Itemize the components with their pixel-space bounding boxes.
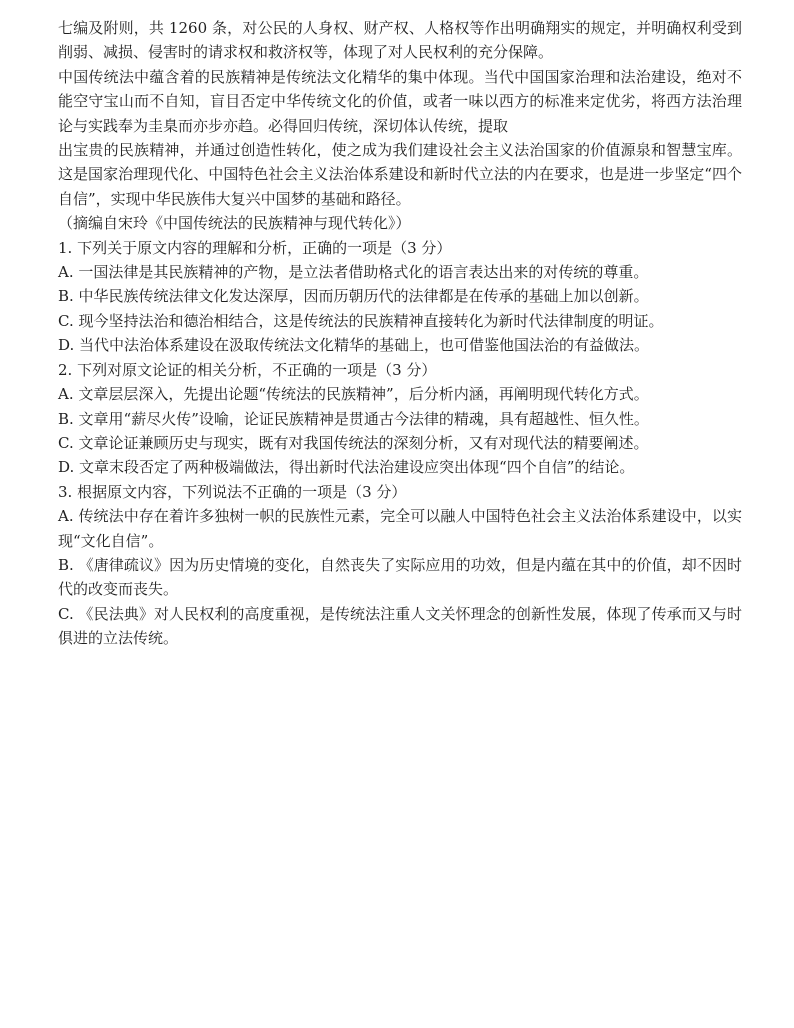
source-citation: （摘编自宋玲《中国传统法的民族精神与现代转化》） [58,214,411,233]
answer-option: A. 文章层层深入，先提出论题“传统法的民族精神”，后分析内涵，再阐明现代转化方式。 [58,385,649,404]
answer-option: A. 传统法中存在着许多独树一帜的民族性元素，完全可以融人中国特色社会主义法治体系建设中，以实现“文化自信”。 [58,507,742,550]
paragraph: 出宝贵的民族精神，并通过创造性转化，使之成为我们建设社会主义法治国家的价值源泉和智慧宝库。这是国家治理现代化、中国特色社会主义法治体系建设和新时代立法的内在要求，也是进一步坚定“四个自信”，实现中华民族伟大复兴中国梦的基础和路径。 [58,141,742,208]
question-stem: 1. 下列关于原文内容的理解和分析，正确的一项是（3 分） [58,238,452,257]
question-3 [58,480,742,651]
answer-option: B. 文章用“薪尽火传”设喻，论证民族精神是贯通古今法律的精魂，具有超越性、恒久性。 [58,409,649,428]
paragraph: 中国传统法中蕴含着的民族精神是传统法文化精华的集中体现。当代中国国家治理和法治建设，绝对不能空守宝山而不自知，盲目否定中华传统文化的价值，或者一味以西方的标准来定优劣，将西方法治理论与实践奉为圭臬而亦步亦趋。必得回归传统，深切体认传统，提取 [58,67,742,135]
question-1 [58,236,742,358]
question-2 [58,358,742,480]
question-stem: 2. 下列对原文论证的相关分析，不正确的一项是（3 分） [58,360,437,379]
document-page [58,16,742,651]
answer-option: B. 中华民族传统法律文化发达深厚，因而历朝历代的法律都是在传承的基础上加以创新。 [58,287,649,306]
question-stem: 3. 根据原文内容，下列说法不正确的一项是（3 分） [58,482,407,501]
paragraph: 七编及附则，共 1260 条，对公民的人身权、财产权、人格权等作出明确翔实的规定，并明确权利受到削弱、减损、侵害时的请求权和救济权等，体现了对人民权利的充分保障。 [58,19,742,62]
answer-option: D. 当代中法治体系建设在汲取传统法文化精华的基础上，也可借鉴他国法治的有益做法。 [58,336,650,355]
answer-option: A. 一国法律是其民族精神的产物，是立法者借助格式化的语言表达出来的对传统的尊重。 [58,263,649,282]
answer-option: D. 文章末段否定了两种极端做法，得出新时代法治建设应突出体现“四个自信”的结论。 [58,458,635,477]
answer-option: C. 现今坚持法治和德治相结合，这是传统法的民族精神直接转化为新时代法律制度的明证。 [58,311,664,330]
answer-option: B. 《唐律疏议》因为历史情境的变化，自然丧失了实际应用的功效，但是内蕴在其中的价值，却不因时代的改变而丧失。 [58,555,742,599]
answer-option: C. 文章论证兼顾历史与现实，既有对我国传统法的深刻分析，又有对现代法的精要阐述。 [58,433,649,452]
answer-option: C. 《民法典》对人民权利的高度重视，是传统法注重人文关怀理念的创新性发展，体现了传承而又与时俱进的立法传统。 [58,604,742,648]
